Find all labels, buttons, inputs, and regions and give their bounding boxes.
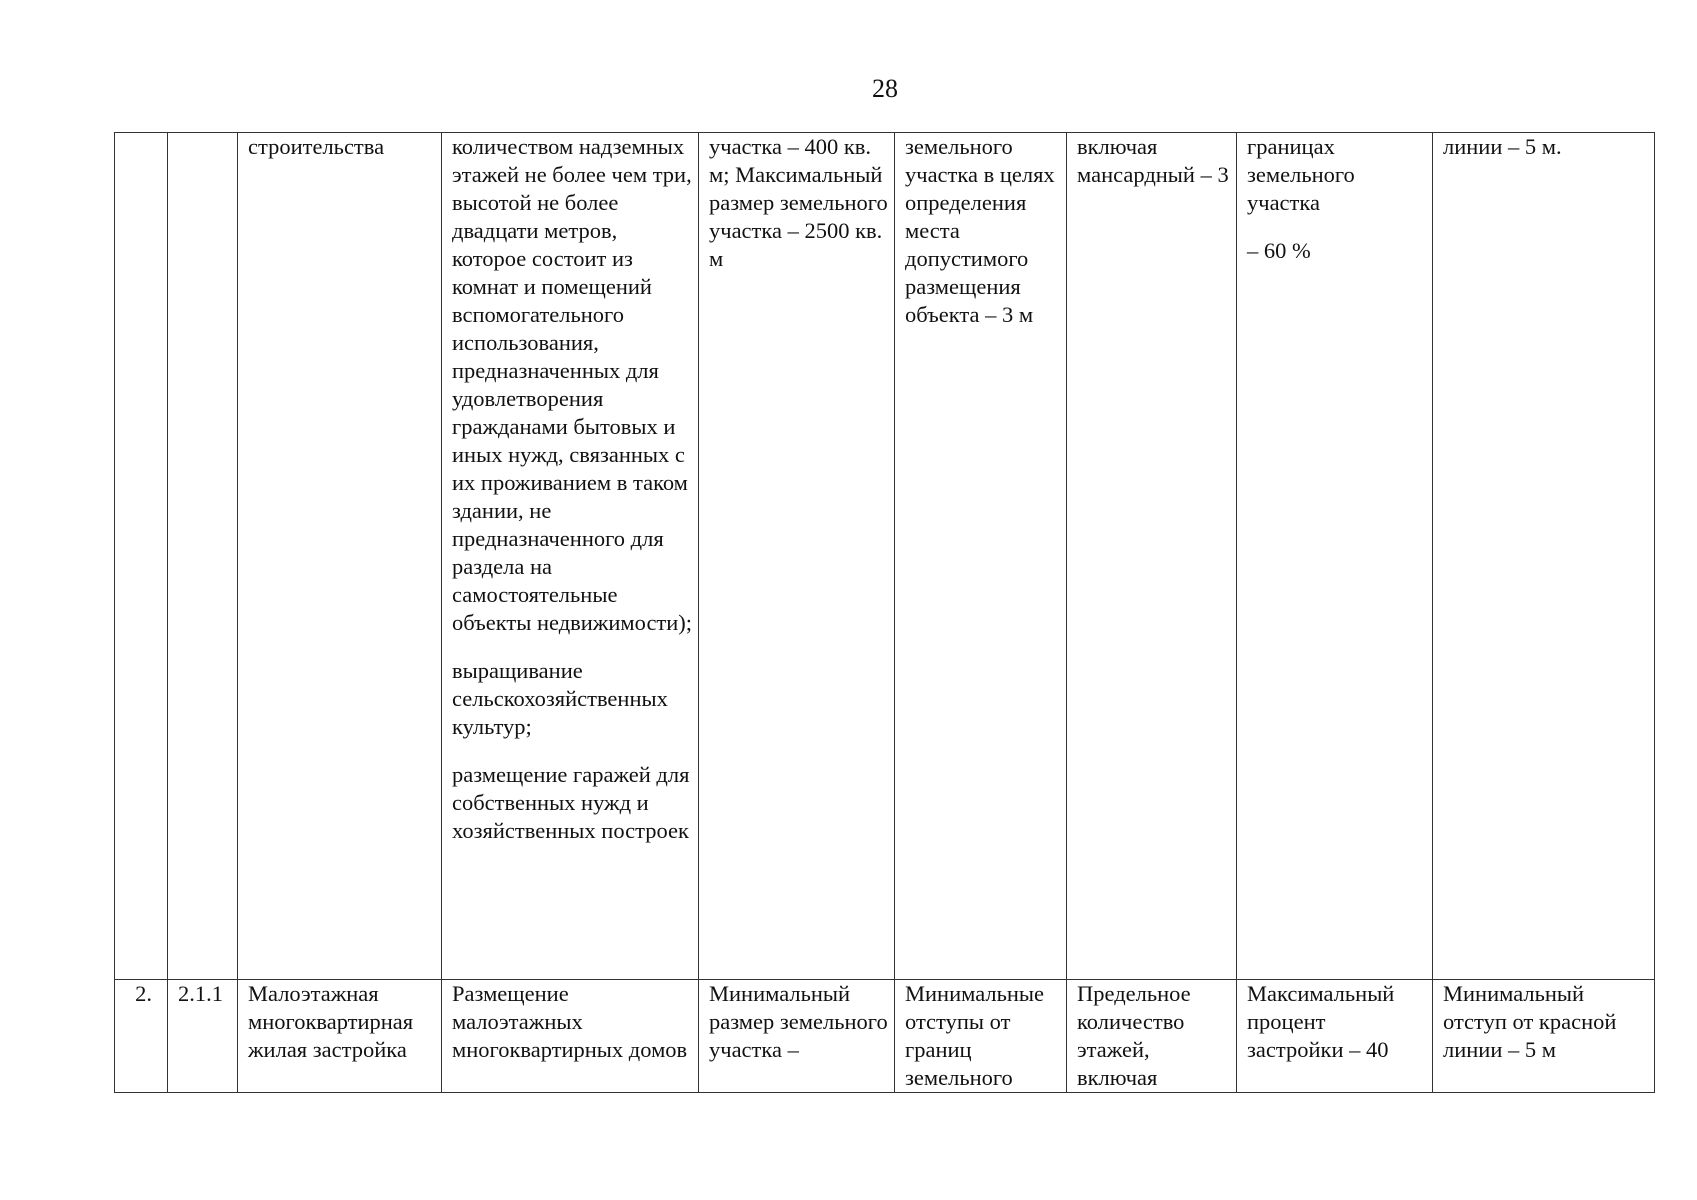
coverage-paragraph: – 60 %: [1247, 238, 1311, 263]
description-paragraph: выращивание сельскохозяйственных культур;: [452, 658, 668, 739]
cell-description: [442, 133, 699, 980]
cell-plot-size: участка – 400 кв. м; Максимальный размер земельного участка – 2500 кв. м: [699, 133, 895, 980]
cell-number: 2.: [115, 980, 168, 1093]
description-paragraph: размещение гаражей для собственных нужд и хозяйственных построек: [452, 762, 690, 843]
cell-floors: Предельное количество этажей, включая: [1067, 980, 1237, 1093]
table-row: [115, 133, 1655, 980]
page-number: 28: [872, 74, 898, 103]
cell-red-line: Минимальный отступ от красной линии – 5 м: [1433, 980, 1655, 1093]
coverage-paragraph: границах земельного участка: [1247, 134, 1355, 215]
cell-description: [442, 980, 699, 1093]
cell-setbacks: Минимальные отступы от границ земельного: [895, 980, 1067, 1093]
cell-number: [115, 133, 168, 980]
cell-coverage: [1237, 133, 1433, 980]
coverage-paragraph: Максимальный процент застройки – 40: [1247, 981, 1395, 1062]
cell-setbacks: земельного участка в целях определения места допустимого размещения объекта – 3 м: [895, 133, 1067, 980]
description-paragraph: количеством надземных этажей не более чем три, высотой не более двадцати метров, которое состоит из комнат и помещений вспомогательного использования, предназначенных для удовлетворения гражданами бытовых и иных нужд, связанных с их проживанием в таком здании, не предназначенного для раздела на самостоятельные объекты недвижимости);: [452, 134, 693, 635]
cell-code: 2.1.1: [168, 980, 238, 1093]
cell-red-line: линии – 5 м.: [1433, 133, 1655, 980]
zoning-regulations-table: [114, 132, 1655, 1093]
cell-use-name: строительства: [238, 133, 442, 980]
description-paragraph: Размещение малоэтажных многоквартирных домов: [452, 981, 688, 1062]
cell-use-name: Малоэтажная многоквартирная жилая застройка: [238, 980, 442, 1093]
cell-plot-size: Минимальный размер земельного участка –: [699, 980, 895, 1093]
table-row: [115, 980, 1655, 1093]
cell-floors: включая мансардный – 3: [1067, 133, 1237, 980]
cell-coverage: [1237, 980, 1433, 1093]
cell-code: [168, 133, 238, 980]
